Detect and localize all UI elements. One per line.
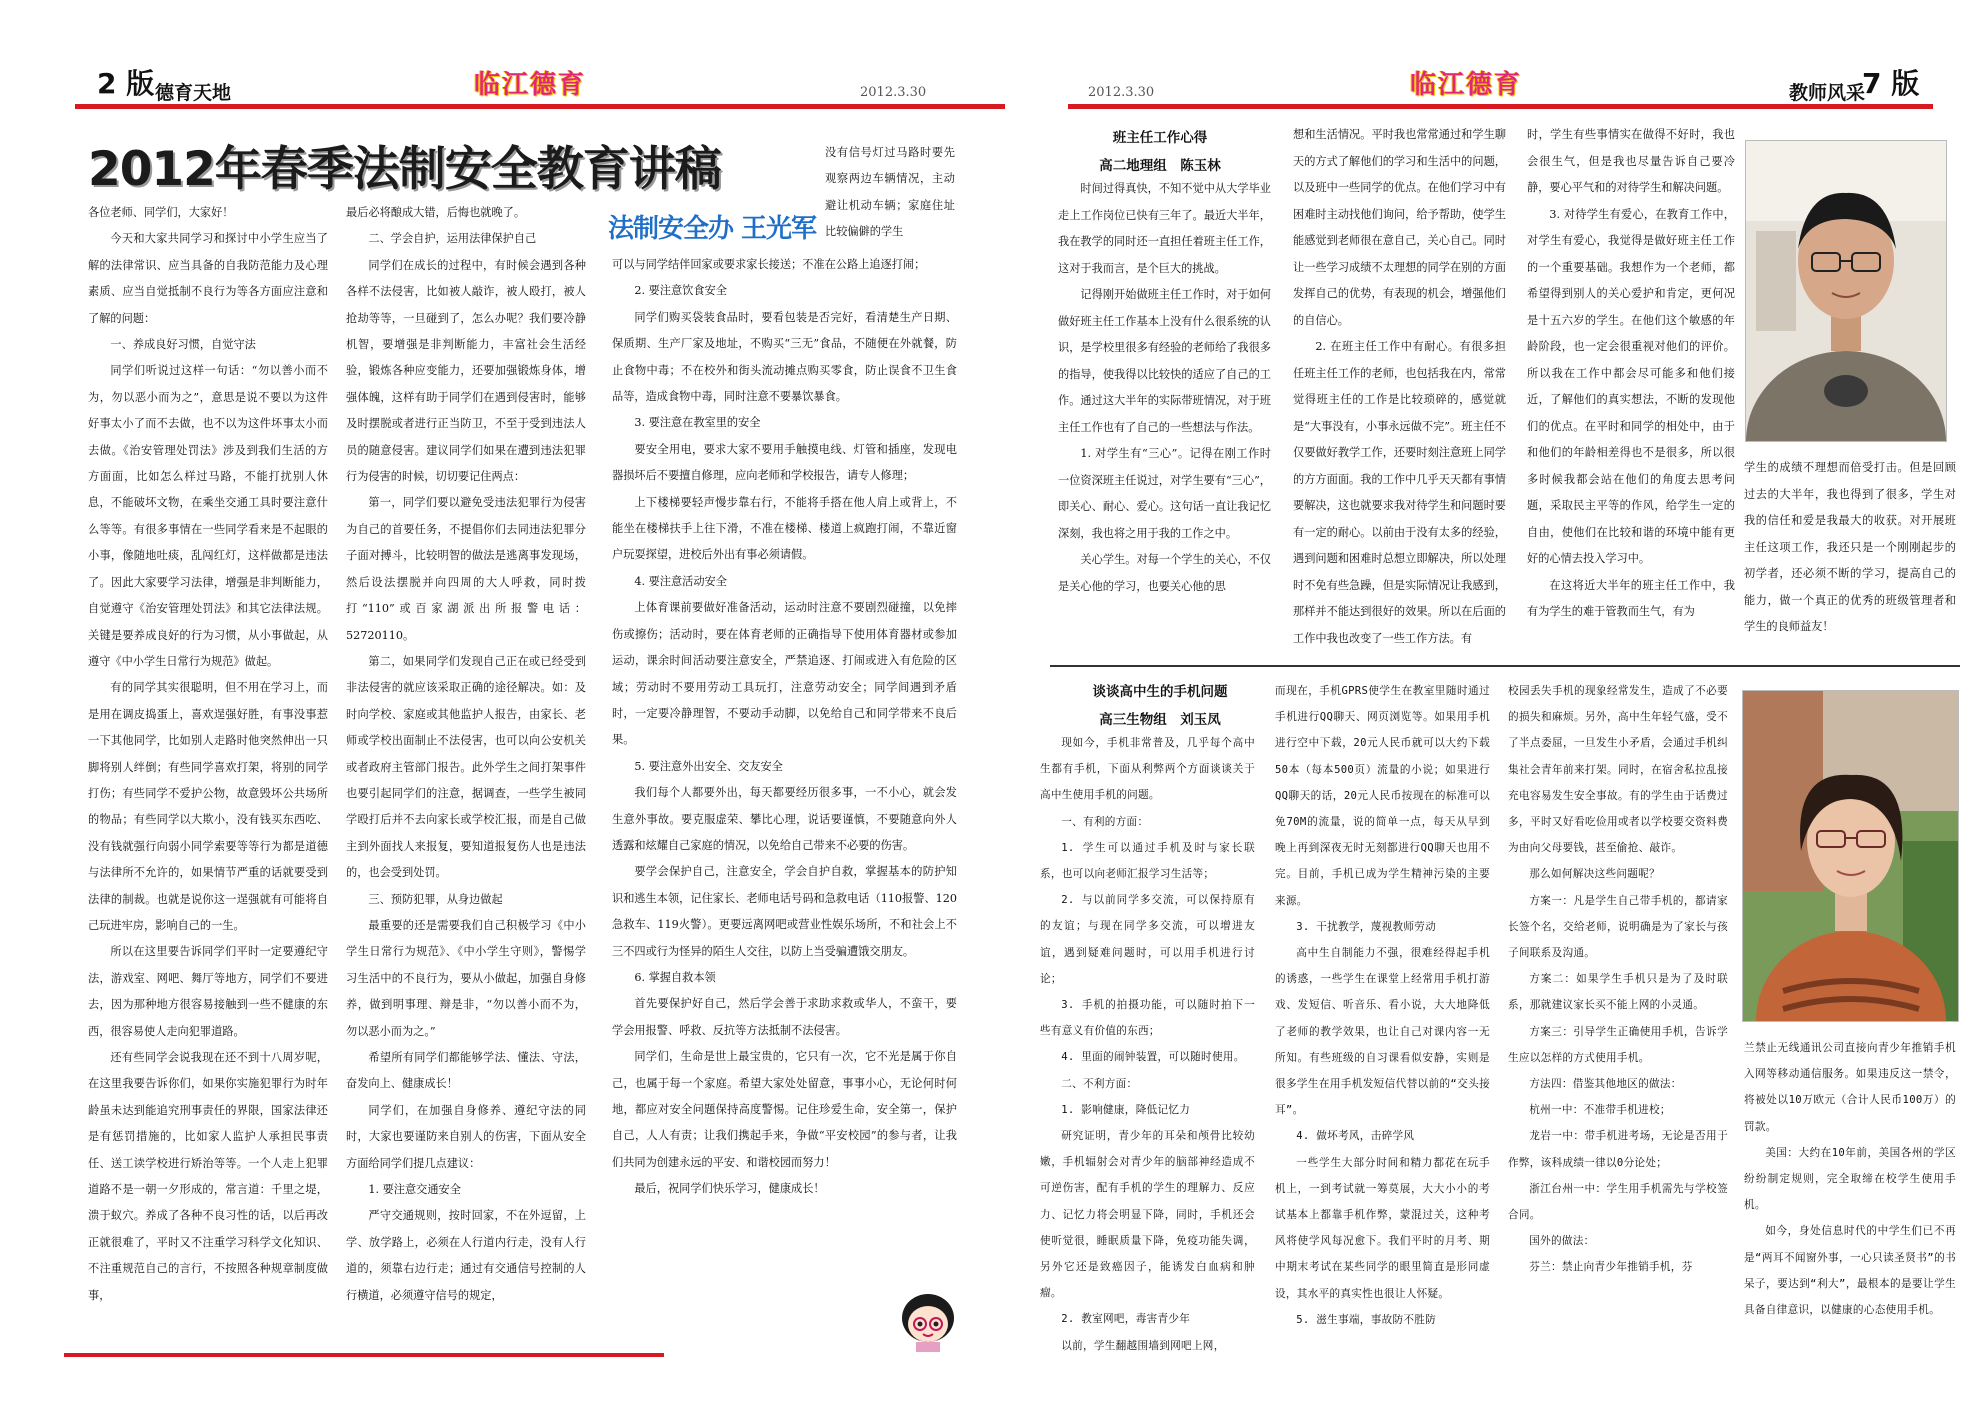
paragraph: 而现在，手机GPRS使学生在教室里随时通过手机进行QQ聊天、网页浏览等。如果用手机进行空中下载，20元人民币就可以大约下载50本（每本500页）流量的小说；如果进行QQ聊天的话，20元人民币按现在的标准可以免70M的流量，说的简单一点，每天从早到晚上再到深夜无时无刻都进行QQ聊天也用不完。目前，手机已成为学生精神污染的主要来源。 [1275, 685, 1490, 907]
sub-heading: 5. 滋生事端，事故防不胜防 [1296, 1313, 1437, 1326]
paragraph: 龙岩一中：带手机进考场，无论是否用于作弊，该科成绩一律以0分论处； [1508, 1130, 1728, 1169]
paragraph: 首先要保护好自己，然后学会善于求助求救或华人，不蛮干，要学会用报警、呼救、反抗等方法抵制不法侵害。 [612, 997, 957, 1037]
sub-heading: 一、有利的方面： [1061, 815, 1149, 828]
article-title: 谈谈高中生的手机问题 [1092, 684, 1228, 700]
paragraph: 美国：大约在10年前，美国各州的学区纷纷制定规则，完全取缔在校学生使用手机。 [1744, 1146, 1956, 1212]
issue-date: 2012.3.30 [1088, 85, 1155, 100]
paragraph: 3. 手机的拍摄功能，可以随时拍下一些有意义有价值的东西； [1040, 999, 1255, 1038]
paragraph: 芬兰：禁止向青少年推销手机，芬 [1529, 1261, 1693, 1274]
article1-column-2 [1293, 122, 1506, 654]
paragraph: 想和生活情况。平时我也常常通过和学生聊天的方式了解他们的学习和生活中的问题，以及班中一些同学的优点。在他们学习中有困难时主动找他们询问，给予帮助，使学生能感觉到老师很在意自己，关心自己。同时让一些学习成绩不太理想的同学在别的方面发挥自己的优势，有表现的机会，增强他们的自信心。 [1293, 128, 1506, 327]
paragraph: 兰禁止无线通讯公司直接向青少年推销手机入网等移动通信服务。如果违反这一禁令，将被处以10万欧元（合计人民币100万）的罚款。 [1744, 1042, 1956, 1133]
page-number: 7 版 [1862, 67, 1920, 100]
section-name: 教师风采 [1789, 82, 1866, 104]
paragraph: 4. 里面的闹钟装置，可以随时使用。 [1061, 1051, 1245, 1064]
sub-heading: 4. 要注意活动安全 [634, 574, 727, 588]
paragraph: 所以在这里要告诉同学们平时一定要遵纪守法，游戏室、网吧、舞厅等地方，同学们不要进去，因为那种地方很容易接触到一些不健康的东西，很容易使人走向犯罪道路。 [88, 945, 328, 1038]
paragraph: 同学们在成长的过程中，有时候会遇到各种各样不法侵害，比如被人敲诈，被人殴打，被人抢劫等等，一旦碰到了，怎么办呢？我们要冷静机智，要增强是非判断能力，丰富社会生活经验，锻炼各种应变能力，还要加强锻炼身体，增强体魄，这样有助于同学们在遇到侵害时，能够及时摆脱或者进行正当防卫，不至于受到违法人员的随意侵害。建议同学们如果在遭到违法犯罪行为侵害的时候，切切要记住两点： [346, 258, 586, 484]
paragraph: 时间过得真快，不知不觉中从大学毕业走上工作岗位已快有三年了。最近大半年，我在教学的同时还一直担任着班主任工作，这对于我而言，是个巨大的挑战。 [1058, 182, 1271, 275]
sub-heading: 二、不利方面： [1061, 1077, 1138, 1090]
paragraph: 严守交通规则，按时回家，不在外逗留，上学、放学路上，必须在人行道内行走，没有人行道的，须靠右边行走；通过有交通信号控制的人行横道，必须遵守信号的规定， [346, 1209, 586, 1302]
paragraph: 最后，祝同学们快乐学习，健康成长！ [634, 1182, 825, 1196]
paragraph: 今天和大家共同学习和探讨中小学生应当了解的法律常识、应当具备的自我防范能力及心理素质、应当自觉抵制不良行为等各方面应注意和了解的问题： [88, 232, 328, 325]
paragraph: 杭州一中：不准带手机进校； [1529, 1104, 1671, 1117]
paragraph: 国外的做法： [1529, 1235, 1595, 1248]
cartoon-girl-illustration [896, 1288, 960, 1352]
paragraph: 关心学生。对每一个学生的关心，不仅是关心他的学习，也要关心他的思 [1058, 553, 1271, 593]
paragraph: 希望所有同学们都能够学法、懂法、守法，奋发向上、健康成长！ [346, 1051, 586, 1091]
paragraph: 最后必将酿成大错，后悔也就晚了。 [346, 206, 526, 219]
paragraph: 学生的成绩不理想而倍受打击。但是回顾过去的大半年，我也得到了很多，学生对我的信任和爱是我最大的收获。对开展班主任这项工作，我还只是一个刚刚起步的初学者，还必须不断的学习，提高自己的能力，做一个真正的优秀的班级管理者和学生的良师益友！ [1744, 461, 1956, 633]
paragraph: 上下楼梯要轻声慢步靠右行，不能将手搭在他人肩上或背上，不能坐在楼梯扶手上往下滑，不准在楼梯、楼道上疯跑打闹，不靠近窗户玩耍探望，进校后外出有事必须请假。 [612, 495, 957, 562]
sub-heading: 3. 要注意在教室里的安全 [634, 416, 761, 430]
sub-heading: 4. 做坏考风，击碎学风 [1296, 1130, 1415, 1143]
paragraph: 3. 对待学生有爱心，在教育工作中，对学生有爱心，我觉得是做好班主任工作的一个重要基础。我想作为一个老师，都希望得到别人的关心爱护和肯定，更何况是十五六岁的学生。在他们这个敏感的年龄阶段，也一定会很重视对他们的评价。所以我在工作中都会尽可能多和他们接近，了解他们的真实想法，不断的发现他们的优点。在平时和同学的相处中，由于和他们的年龄相差得也不是很多，所以很多时候我都会站在他们的角度去思考问题，采取民主平等的作风，给学生一定的自由，使他们在比较和谐的环境中能有更好的心情去投入学习中。 [1527, 207, 1735, 565]
paragraph: 还有些同学会说我现在还不到十八周岁呢，在这里我要告诉你们，如果你实施犯罪行为时年龄虽未达到能追究刑事责任的界限，国家法律还是有惩罚措施的，比如家人监护人承担民事责任、送工读学校进行矫治等等。一个人走上犯罪道路不是一朝一夕形成的，常言道：千里之堤，溃于蚁穴。养成了各种不良习性的话，以后再改正就很难了，平时又不注重学习科学文化知识、不注重规范自己的言行，不按照各种规章制度做事， [88, 1051, 328, 1302]
paragraph: 方案一：凡是学生自己带手机的，都请家长签个名，交给老师，说明确是为了家长与孩子间联系及沟通。 [1508, 894, 1728, 960]
paragraph: 可以与同学结伴回家或要求家长接送；不准在公路上追逐打闹； [612, 258, 926, 271]
headline: 2012年春季法制安全教育讲稿 [88, 142, 721, 197]
paragraph: 记得刚开始做班主任工作时，对于如何做好班主任工作基本上没有什么很系统的认识，是学校里很多有经验的老师给了我很多的指导，使我得以比较快的适应了自己的工作。通过这大半年的实际带班情况，对于班主任工作也有了自己的一些想法与作法。 [1058, 288, 1271, 434]
article1-column-4 [1744, 455, 1956, 654]
paragraph: 同学们购买袋装食品时，要看包装是否完好，看清楚生产日期、保质期、生产厂家及地址，不购买“三无”食品，不随便在外就餐，防止食物中毒；不在校外和街头流动摊点购买零食，防止误食不卫生食品等，造成食物中毒，同时注意不要暴饮暴食。 [612, 310, 957, 404]
article2-column-1 [1040, 730, 1255, 1355]
paragraph: 如今，身处信息时代的中学生们已不再是“两耳不闻窗外事，一心只读圣贤书”的书呆子，要达到“利大”，最根本的是要让学生具备自律意识，以健康的心态使用手机。 [1744, 1225, 1956, 1317]
paragraph: 没有信号灯过马路时要先观察两边车辆情况，主动避让机动车辆；家庭住址比较偏僻的学生 [825, 146, 955, 239]
author-photo-chen [1745, 140, 1947, 442]
paragraph: 第一，同学们要以避免受违法犯罪行为侵害为自己的首要任务，不提倡你们去同违法犯罪分子面对搏斗，比较明智的做法是逃离事发现场，然后设法摆脱并向四周的大人呼救，同时拨打“110”或百家湖派出所报警电话：52720110。 [346, 496, 586, 642]
article-title: 班主任工作心得 [1112, 130, 1208, 146]
paragraph: 方案二：如果学生手机只是为了及时联系，那就建议家长买不能上网的小灵通。 [1508, 973, 1728, 1012]
paragraph: 在这将近大半年的班主任工作中，我有为学生的难于管教而生气，有为 [1527, 578, 1735, 618]
paragraph: 一些学生大部分时间和精力都花在玩手机上，一到考试就一筹莫展，大大小小的考试基本上都靠手机作弊，蒙混过关，这种考风将使学风每况愈下。我们平时的月考、期中期末考试在某些同学的眼里简直是形同虚设，其水平的真实性也很让人怀疑。 [1275, 1156, 1490, 1300]
paragraph: 2. 与以前同学多交流，可以保持原有的友谊；与现在同学多交流，可以增进友谊，遇到疑难问题时，可以用手机进行讨论； [1040, 894, 1255, 985]
article1-column-1 [1058, 176, 1271, 654]
sub-heading: 1. 要注意交通安全 [368, 1183, 461, 1197]
byline: 法制安全办 王光军 [608, 214, 817, 244]
paragraph: 高中生自制能力不强，很难经得起手机的诱惑，一些学生在课堂上经常用手机打游戏、发短信、听音乐、看小说，大大地降低了老师的教学效果，也让自己对课内容一无所知。有些班级的自习课看似安静，实则是很多学生在用手机发短信代替以前的“交头接耳”。 [1275, 947, 1490, 1117]
intro-column [825, 140, 955, 248]
paragraph: 同学们，生命是世上最宝贵的，它只有一次，它不光是属于你自己，也属于每一个家庭。希望大家处处留意，事事小心，无论何时何地，都应对安全问题保持高度警惕。记住珍爱生命，安全第一，保护自己，人人有责；让我们携起手来，争做“平安校园”的参与者，让我们共同为创建永远的平安、和谐校园而努力！ [612, 1050, 957, 1169]
paragraph: 有的同学其实很聪明，但不用在学习上，而是用在调皮捣蛋上，喜欢逞强好胜，有事没事惹一下其他同学，比如别人走路时他突然伸出一只脚将别人绊倒；有些同学喜欢打架，将别的同学打伤；有些同学不爱护公物，故意毁坏公共场所的物品；有些同学以大欺小，没有钱买东西吃、没有钱就强行向弱小同学索要等等行为都是道德与法律所不允许的，如果情节严重的话就要受到法律的制裁。也就是说你这一逞强就有可能将自己玩进牢房，影响自己的一生。 [88, 681, 328, 932]
sub-heading: 6. 掌握自救本领 [634, 970, 716, 984]
paragraph: 现如今，手机非常普及，几乎每个高中生都有手机，下面从利弊两个方面谈谈关于高中生使用手机的问题。 [1040, 737, 1255, 802]
sub-heading: 3. 干扰教学，蔑视教师劳动 [1296, 920, 1437, 933]
paragraph: 1. 学生可以通过手机及时与家长联系，也可以向老师汇报学习生活等； [1040, 841, 1255, 881]
article2-column-3 [1508, 678, 1728, 1355]
header-rule [1068, 104, 1933, 109]
masthead-logo: 临江德育 [1410, 70, 1523, 100]
paragraph: 上体育课前要做好准备活动，运动时注意不要剧烈碰撞，以免摔伤或擦伤；活动时，要在体育老师的正确指导下使用体育器材或参加运动，课余时间活动要注意安全，严禁追逐、打闹或进入有危险的区域；劳动时不要用劳动工具玩打，注意劳动安全；同学间遇到矛盾时，一定要冷静理智，不要动手动脚，以免给自己和同学带来不良后果。 [612, 601, 957, 747]
column-1 [88, 200, 328, 1345]
paragraph: 那么如何解决这些问题呢？ [1529, 868, 1660, 881]
paragraph: 要学会保护自己，注意安全，学会自护自救，掌握基本的防护知识和逃生本领，记住家长、老师电话号码和急救电话（110报警、120急救车、119火警）。更要远离网吧或营业性娱乐场所，不和社会上不三不四或行为怪异的陌生人交往，以防上当受骗遭饿交朋友。 [612, 865, 957, 958]
article-author: 高二地理组 陈玉林 [1099, 158, 1221, 174]
article-divider [1050, 665, 1960, 667]
issue-date: 2012.3.30 [860, 85, 927, 100]
article2-column-4 [1744, 1035, 1956, 1355]
sub-heading: 5. 要注意外出安全、交友安全 [634, 759, 783, 773]
masthead-logo: 临江德育 [474, 70, 587, 100]
paragraph: 第二，如果同学们发现自己正在或已经受到非法侵害的就应该采取正确的途径解决。如：及时向学校、家庭或其他监护人报告，由家长、老师或学校出面制止不法侵害，也可以向公安机关或者政府主管部门报告。此外学生之间打架事件也要引起同学们的注意，据调查，一些学生被同学殴打后并不去向家长或学校汇报，而是自己做主到外面找人来报复，要知道报复伤人也是违法的，也会受到处罚。 [346, 654, 586, 880]
column-3 [612, 252, 957, 1312]
header-rule [75, 104, 1005, 109]
paragraph: 方法四：借鉴其他地区的做法： [1529, 1078, 1682, 1091]
author-photo-liu [1742, 690, 1959, 1022]
paragraph: 校园丢失手机的现象经常发生，造成了不必要的损失和麻烦。另外，高中生年轻气盛，受不了半点委屈，一旦发生小矛盾，会通过手机纠集社会青年前来打架。同时，在宿舍私拉乱接充电容易发生安全事故。有的学生由于话费过多，平时又好看吃俭用或者以学校要交资料费为由向父母要钱，甚至偷抢、敲诈。 [1508, 685, 1728, 855]
paragraph: 最重要的还是需要我们自己积极学习《中小学生日常行为规范》、《中小学生守则》，警惕学习生活中的不良行为，要从小做起，加强自身修养，做到明事理、辩是非，“勿以善小而不为，勿以恶小而为之。” [346, 918, 586, 1038]
article2-column-2 [1275, 678, 1490, 1355]
section-name: 德育天地 [155, 82, 232, 104]
paragraph: 1. 对学生有“三心”。记得在刚工作时一位资深班主任说过，对学生要有“三心”，即关心、耐心、爱心。这句话一直让我记忆深刻，我也将之用于我的工作之中。 [1058, 447, 1271, 540]
paragraph: 浙江台州一中：学生用手机需先与学校签合同。 [1508, 1182, 1728, 1222]
column-2 [346, 200, 586, 1345]
section-heading: 一、养成良好习惯，自觉守法 [110, 338, 256, 352]
footer-rule [64, 1353, 664, 1357]
paragraph: 研究证明，青少年的耳朵和颅骨比较幼嫩，手机辐射会对青少年的脑部神经造成不可逆伤害，配有手机的学生的理解力、反应力、记忆力将会明显下降，同时，手机还会使听觉很，睡眠质量下降，免疫功能失调，另外它还是致癌因子，能诱发白血病和肿瘤。 [1040, 1130, 1255, 1300]
paragraph: 1. 影响健康，降低记忆力 [1061, 1103, 1191, 1116]
page-number: 2 版 [97, 67, 155, 100]
section-heading: 二、学会自护，运用法律保护自己 [368, 232, 537, 246]
paragraph: 时，学生有些事情实在做得不好时，我也会很生气，但是我也尽量告诉自己要冷静，要心平气和的对待学生和解决问题。 [1527, 128, 1735, 194]
article1-column-3 [1527, 122, 1735, 654]
section-heading: 三、预防犯罪，从身边做起 [368, 892, 503, 906]
article-author: 高三生物组 刘玉凤 [1099, 712, 1221, 728]
paragraph: 同学们听说过这样一句话：“勿以善小而不为，勿以恶小而为之”，意思是说不要以为这件好事太小了而不去做，也不以为这件坏事太小而去做。《治安管理处罚法》涉及到我们生活的方方面面，比如怎么样过马路，不能打扰别人休息，不能破坏文物，在乘坐交通工具时要注意什么等等。有很多事情在一些同学看来是不起眼的小事，像随地吐痰，乱闯红灯，这样做都是违法了。因此大家要学习法律，增强是非判断能力，自觉遵守《治安管理处罚法》和其它法律法规。关键是要养成良好的行为习惯，从小事做起，从遵守《中小学生日常行为规范》做起。 [88, 364, 328, 668]
paragraph: 同学们，在加强自身修养、遵纪守法的同时，大家也要谨防来自别人的伤害，下面从安全方面给同学们提几点建议： [346, 1103, 586, 1170]
paragraph: 要安全用电，要求大家不要用手触摸电线、灯管和插座，发现电器损坏后不要擅自修理，应向老师和学校报告，请专人修理； [612, 442, 957, 483]
paragraph: 我们每个人都要外出，每天都要经历很多事，一不小心，就会发生意外事故。要克服虚荣、攀比心理，说话要谨慎，不要随意向外人透露和炫耀自己家庭的情况，以免给自己带来不必要的伤害。 [612, 786, 957, 852]
paragraph: 各位老师、同学们，大家好！ [88, 206, 234, 219]
paragraph: 方案三：引导学生正确使用手机，告诉学生应以怎样的方式使用手机。 [1508, 1025, 1728, 1064]
paragraph: 2. 在班主任工作中有耐心。有很多担任班主任工作的老师，也包括我在内，常常觉得班主任的工作是比较琐碎的，感觉就是“大事没有，小事永远做不完”。班主任不仅要做好教学工作，还要时刻注意班上同学的方方面面。我的工作中几乎天天都有事情要解决，这也就要求我对待学生和问题时要有一定的耐心。以前由于没有太多的经验，遇到问题和困难时总想立即解决，所以处理时不免有些急躁，但是实际情况让我感到，那样并不能达到很好的效果。所以在后面的工作中我也改变了一些工作方法。有 [1293, 340, 1506, 645]
paragraph: 2. 教室网吧，毒害青少年 [1061, 1313, 1191, 1326]
paragraph: 以前，学生翻越围墙到网吧上网， [1061, 1339, 1225, 1352]
sub-heading: 2. 要注意饮食安全 [634, 284, 727, 298]
